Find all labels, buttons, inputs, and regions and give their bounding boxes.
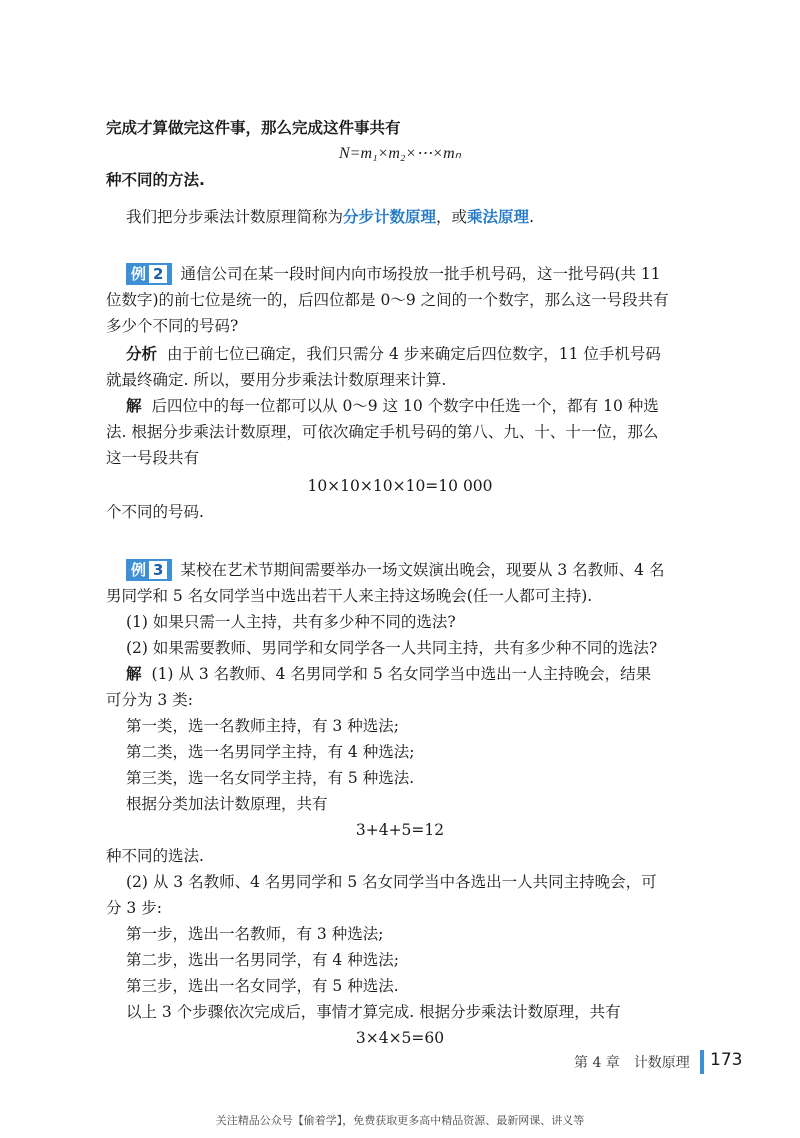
example-tag-label: 例 (131, 561, 147, 579)
text-span: 某校在艺术节期间需要举办一场文娱演出晚会，现要从 3 名教师、4 名 (180, 561, 665, 579)
chapter-label: 第 4 章 计数原理 (574, 1055, 690, 1071)
text-line: 位数字)的前七位是统一的，后四位都是 0～9 之间的一个数字，那么这一号段共有 (106, 291, 669, 309)
text-span: 我们把分步乘法计数原理简称为 (126, 208, 344, 226)
solution-label: 解 (126, 665, 142, 683)
text-span: 后四位中的每一位都可以从 0～9 这 10 个数字中任选一个，都有 10 种选 (151, 397, 659, 415)
text-line: 以上 3 个步骤依次完成后，事情才算完成. 根据分步乘法计数原理，共有 (126, 1003, 621, 1021)
text-line: 种不同的选法. (106, 847, 204, 865)
text-span: 通信公司在某一段时间内向市场投放一批手机号码，这一批号码(共 11 (180, 265, 661, 283)
example-tag-label: 例 (131, 265, 147, 283)
example-tag-number: 2 (149, 265, 167, 283)
text-line: 分 3 步: (106, 899, 162, 917)
example-tag-number: 3 (149, 561, 167, 579)
text-line: (2) 如果需要教师、男同学和女同学各一人共同主持，共有多少种不同的选法? (126, 639, 658, 657)
example-2-question (126, 262, 661, 286)
text-line: (1) 如果只需一人主持，共有多少种不同的选法? (126, 613, 456, 631)
text-line: (2) 从 3 名教师、4 名男同学和 5 名女同学当中各选出一人共同主持晚会，可 (126, 873, 657, 891)
formula-product-60: 3×4×5=60 (355, 1029, 445, 1047)
text-line: 第三步，选出一名女同学，有 5 种选法. (126, 977, 399, 995)
example-tag (126, 263, 172, 285)
formula-product: N=m₁×m₂×⋯×mₙ (338, 145, 462, 162)
text-line: 第一类，选一名教师主持，有 3 种选法; (126, 717, 399, 735)
text-span: 由于前七位已确定，我们只需分 4 步来确定后四位数字，11 位手机号码 (167, 345, 661, 363)
text-line: 第二类，选一名男同学主持，有 4 种选法; (126, 743, 415, 761)
text-span: ，或 (436, 208, 468, 226)
text-span: . (529, 208, 534, 226)
text-line: 第一步，选出一名教师，有 3 种选法; (126, 925, 384, 943)
text-line: 可分为 3 类: (106, 691, 193, 709)
term-highlight: 乘法原理 (467, 208, 530, 226)
solution-line (126, 394, 659, 418)
page-number: 173 (710, 1050, 743, 1070)
watermark-text: 关注精品公众号【偷着学】，免费获取更多高中精品资源、最新网课、讲义等 (215, 1114, 585, 1127)
text-span: (1) 从 3 名教师、4 名男同学和 5 名女同学当中选出一人主持晚会，结果 (151, 665, 652, 683)
example-tag (126, 559, 172, 581)
text-line: 法. 根据分步乘法计数原理，可依次确定手机号码的第八、九、十、十一位，那么 (106, 423, 659, 441)
analysis-label: 分析 (126, 345, 158, 363)
text-line: 种不同的方法. (106, 171, 205, 189)
definition-line (126, 205, 534, 229)
solution-line (126, 662, 651, 686)
analysis-line (126, 342, 661, 366)
formula-phone: 10×10×10×10=10 000 (307, 477, 493, 495)
text-line: 完成才算做完这件事，那么完成这件事共有 (106, 119, 401, 137)
text-line: 就最终确定. 所以，要用分步乘法计数原理来计算. (106, 371, 447, 389)
text-line: 这一号段共有 (106, 449, 200, 467)
text-line: 第二步，选出一名男同学，有 4 种选法; (126, 951, 399, 969)
footer-divider (700, 1050, 704, 1074)
text-line: 多少个不同的号码? (106, 317, 239, 335)
formula-sum: 3+4+5=12 (355, 821, 445, 839)
text-line: 根据分类加法计数原理，共有 (126, 795, 328, 813)
text-line: 个不同的号码. (106, 503, 204, 521)
text-line: 男同学和 5 名女同学当中选出若干人来主持这场晚会(任一人都可主持). (106, 587, 593, 605)
solution-label: 解 (126, 397, 142, 415)
example-3-question (126, 558, 664, 582)
term-highlight: 分步计数原理 (343, 208, 437, 226)
text-line: 第三类，选一名女同学主持，有 5 种选法. (126, 769, 415, 787)
